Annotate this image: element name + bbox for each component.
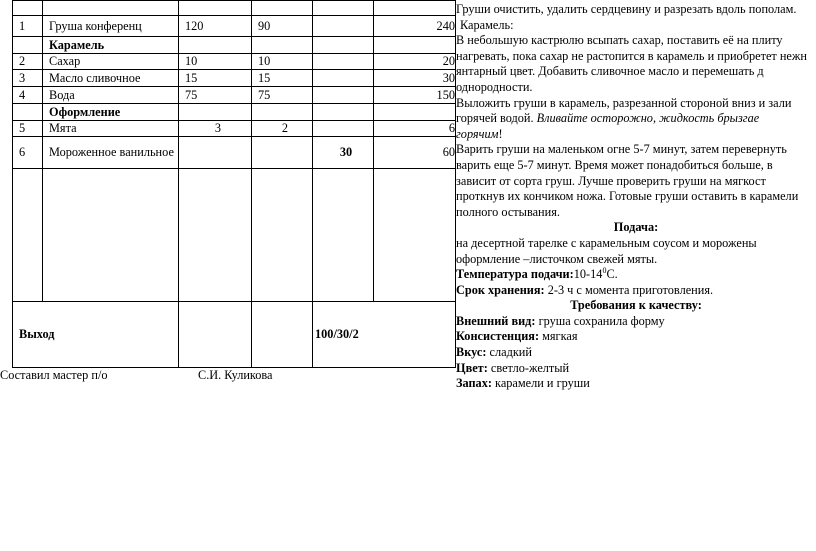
quality-color: Цвет: светло-желтый (456, 360, 570, 375)
net-weight: 10 (252, 54, 313, 70)
caramel-heading: Карамель: (460, 17, 514, 32)
instruction-line: зависит от сорта груш. Лучше проверить груши на мягкост (456, 173, 766, 188)
quality-requirements-heading: Требования к качеству: (570, 298, 702, 313)
instruction-line: Выложить груши в карамель, разрезанной стороной вниз и зали (456, 95, 792, 110)
gross-weight: 120 (179, 16, 252, 37)
total-weight: 6 (374, 121, 456, 137)
row-number: 5 (13, 121, 43, 137)
instruction-line: варить еще 5-7 минут. Время может понадобиться больше, в (456, 157, 773, 172)
table-row (13, 16, 456, 37)
ingredient-name: Мята (43, 121, 179, 137)
gross-weight: 75 (179, 87, 252, 104)
author-name: С.И. Куликова (198, 368, 273, 382)
total-weight: 240 (374, 16, 456, 37)
instruction-line: горячей водой. Вливайте осторожно, жидкость брызгае (456, 111, 760, 126)
net-weight: 90 (252, 16, 313, 37)
gross-weight: 15 (179, 70, 252, 87)
output-row (13, 302, 456, 368)
net-weight: 15 (252, 70, 313, 87)
instruction-line: В небольшую кастрюлю всыпать сахар, поставить её на плиту (456, 33, 783, 48)
gross-weight: 10 (179, 54, 252, 70)
instruction-line: янтарный цвет. Добавить сливочное масло и перемешать д (456, 64, 764, 79)
quality-smell: Запах: карамели и груши (456, 376, 590, 391)
ingredient-name: Мороженное ванильное (43, 137, 179, 169)
table-header-row (13, 1, 456, 16)
quality-taste: Вкус: сладкий (456, 345, 532, 360)
instruction-line: Груши очистить, удалить сердцевину и разрезать вдоль пополам. (456, 2, 797, 16)
row-number: 1 (13, 16, 43, 37)
table-row (13, 121, 456, 137)
recipe-table (12, 0, 456, 368)
warning-text: Вливайте осторожно, жидкость брызгае (536, 111, 760, 126)
output-label: Выход (13, 302, 179, 368)
ingredient-name: Масло сливочное (43, 70, 179, 87)
instruction-line: оформление –листочком свежей мяты. (456, 251, 658, 266)
serving-heading: Подача: (613, 220, 659, 235)
instruction-line: проткнув их кончиком ножа. Готовые груши оставить в карамели (456, 189, 799, 204)
table-empty-row (13, 169, 456, 302)
row-number: 6 (13, 137, 43, 169)
table-row (13, 87, 456, 104)
warning-text: горячим (456, 126, 499, 141)
table-row (13, 54, 456, 70)
storage-time: Срок хранения: 2-3 ч с момента приготовления. (456, 282, 714, 297)
row-number: 4 (13, 87, 43, 104)
instruction-line: на десертной тарелке с карамельным соусом и морожены (456, 235, 757, 250)
total-weight: 20 (374, 54, 456, 70)
table-row (13, 70, 456, 87)
ingredient-name: Сахар (43, 54, 179, 70)
row-number: 3 (13, 70, 43, 87)
ingredient-name: Вода (43, 87, 179, 104)
instruction-line: полного остывания. (456, 204, 560, 219)
instruction-line: нагревать, пока сахар не растопится в карамель и приобретет нежн (456, 48, 807, 63)
table-row (13, 137, 456, 169)
instruction-line: Варить груши на маленьком огне 5-7 минут, затем перевернуть (456, 142, 787, 157)
quality-consistency: Консистенция: мягкая (456, 329, 578, 344)
quality-appearance: Внешний вид: груша сохранила форму (456, 313, 665, 328)
section-row (13, 37, 456, 54)
section-row (13, 104, 456, 121)
section-decoration-label: Оформление (43, 104, 179, 121)
total-weight: 150 (374, 87, 456, 104)
gross-weight (179, 137, 252, 169)
section-caramel-label: Карамель (43, 37, 179, 54)
instruction-line: горячим! (456, 126, 503, 141)
net-weight: 2 (252, 121, 313, 137)
output-value: 100/30/2 (313, 302, 456, 368)
row-number: 2 (13, 54, 43, 70)
total-weight: 30 (374, 70, 456, 87)
total-weight: 60 (374, 137, 456, 169)
author-label: Составил мастер п/о (0, 368, 108, 382)
instructions (456, 2, 816, 392)
ingredient-name: Груша конференц (43, 16, 179, 37)
net-weight: 30 (313, 137, 374, 169)
gross-weight: 3 (179, 121, 252, 137)
instruction-line: однородности. (456, 79, 533, 94)
net-weight: 75 (252, 87, 313, 104)
serving-temperature: Температура $подачи:10-14^0С$. (456, 267, 618, 282)
